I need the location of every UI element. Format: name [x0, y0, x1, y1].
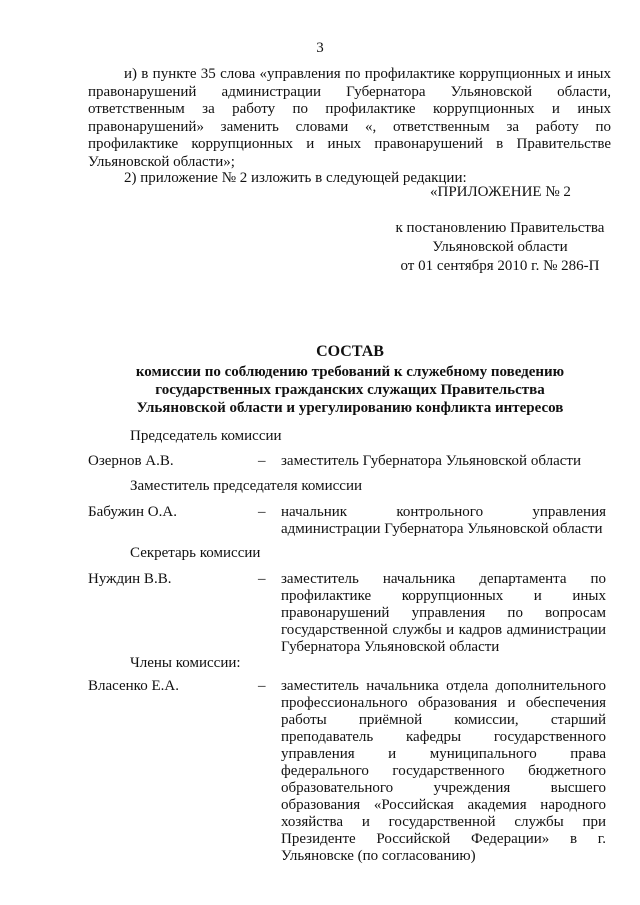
role-secretary-label: Секретарь комиссии: [130, 545, 261, 561]
appendix-title: «ПРИЛОЖЕНИЕ № 2: [430, 184, 571, 200]
composition-subtitle: [0, 363, 640, 417]
member-name: Нуждин В.В.: [88, 571, 172, 587]
member-description: заместитель Губернатора Ульяновской области: [281, 453, 581, 469]
member-description: заместитель начальника отдела дополнительного профессионального образования и обеспечения работы приёмной комиссии, старший преподаватель кафедры государственного управления и муниципального права федерального государственного бюджетного образовательного учреждения высшего образования «Российская академия народного хозяйства и государственной службы при Президенте Российской Федерации» в г. Ульяновске (по согласованию): [281, 678, 606, 864]
member-dash: –: [258, 504, 266, 520]
subtitle-line: Ульяновской области и урегулированию конфликта интересов: [136, 400, 564, 416]
amendment-paragraph: и) в пункте 35 слова «управления по профилактике коррупционных и иных правонарушений администрации Губернатора Ульяновской области, ответственным за работу по профилактике коррупционных и иных правонарушений» заменить словами «, ответственным за работу по профилактике коррупционных и иных правонарушений в Правительстве Ульяновской области»;: [88, 66, 611, 170]
member-dash: –: [258, 678, 266, 694]
member-name: Бабужин О.А.: [88, 504, 177, 520]
appendix-reference: [380, 219, 620, 276]
member-dash: –: [258, 453, 266, 469]
subtitle-line: государственных гражданских служащих Правительства: [155, 382, 545, 398]
appendix-ref-line: к постановлению Правительства: [395, 220, 605, 236]
appendix-ref-line: от 01 сентября 2010 г. № 286-П: [400, 258, 600, 274]
role-deputy-label: Заместитель председателя комиссии: [130, 478, 363, 494]
role-members-label: Члены комиссии:: [130, 655, 241, 671]
composition-title: СОСТАВ: [316, 343, 384, 360]
subtitle-line: комиссии по соблюдению требований к служебному поведению: [135, 364, 565, 380]
role-chair-label: Председатель комиссии: [130, 428, 282, 444]
member-name: Озернов А.В.: [88, 453, 174, 469]
amendment-item-2: 2) приложение № 2 изложить в следующей редакции:: [124, 170, 467, 186]
appendix-ref-line: Ульяновской области: [432, 239, 568, 255]
member-description: заместитель начальника департамента по профилактике коррупционных и иных правонарушений управления по вопросам государственной службы и кадров администрации Губернатора Ульяновской области: [281, 571, 606, 655]
member-description: начальник контрольного управления администрации Губернатора Ульяновской области: [281, 504, 606, 537]
member-dash: –: [258, 571, 266, 587]
page-number: 3: [316, 40, 324, 56]
member-name: Власенко Е.А.: [88, 678, 179, 694]
